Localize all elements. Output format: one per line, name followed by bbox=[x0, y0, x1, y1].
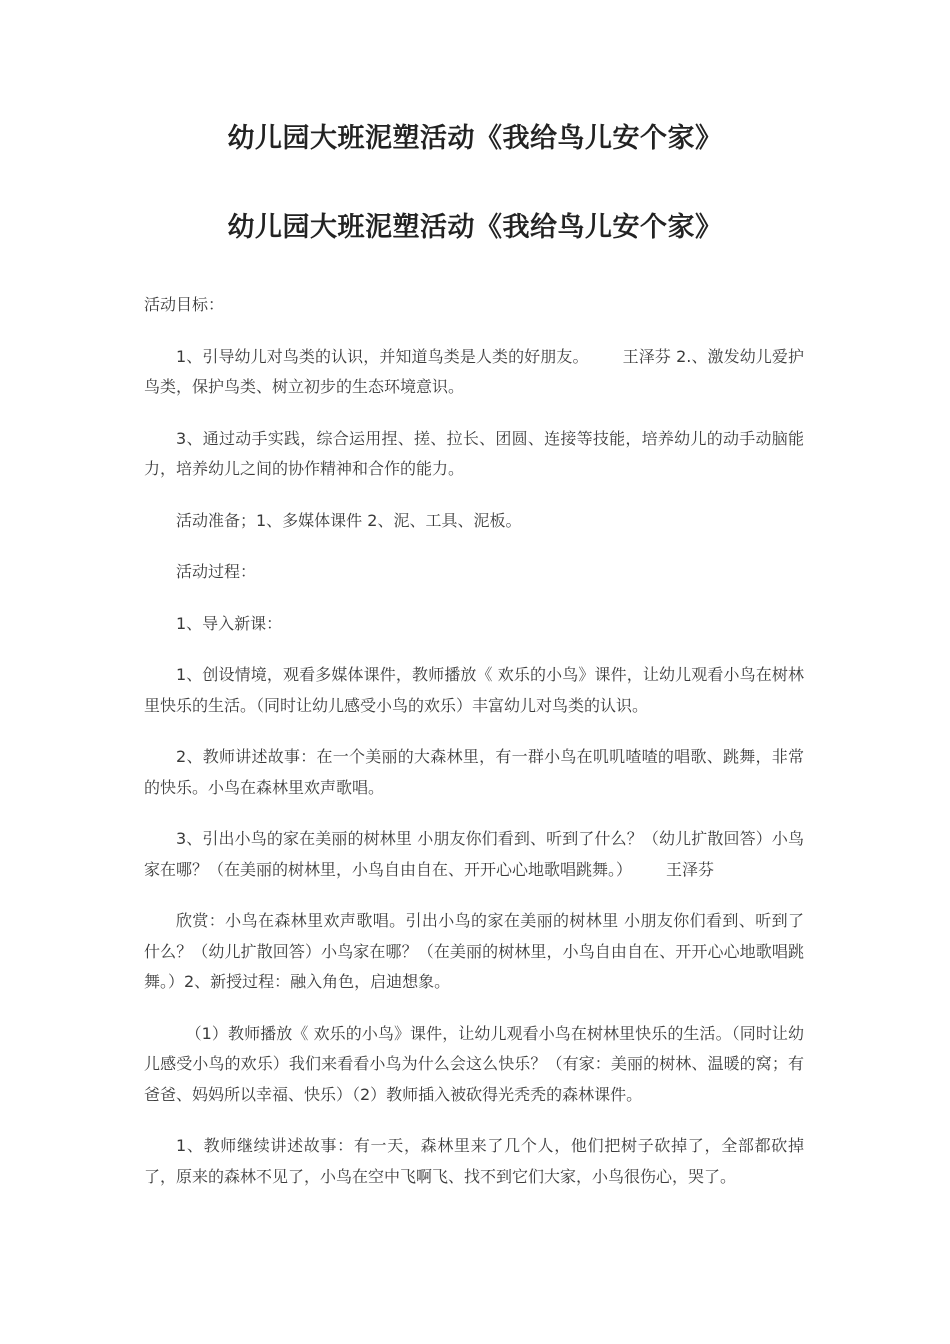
paragraph-activity-goals: 活动目标： bbox=[144, 295, 225, 314]
paragraph-courseware: （1）教师播放《 欢乐的小鸟》课件，让幼儿观看小鸟在树林里快乐的生活。（同时让幼儿感受小鸟的欢乐）我们来看看小鸟为什么会这么快乐？（有家：美丽的树林、温暖的窝；有爸爸、妈妈所以幸福、快乐）（2）教师插入被砍得光秃秃的森林课件。 bbox=[144, 1023, 804, 1104]
goal-1-text: 1、引导幼儿对鸟类的认识，并知道鸟类是人类的好朋友。 bbox=[176, 346, 589, 366]
paragraph-appreciation: 欣赏：小鸟在森林里欢声歌唱。引出小鸟的家在美丽的树林里 小朋友你们看到、听到了什么？（幼儿扩散回答）小鸟家在哪？（在美丽的树林里，小鸟自由自在、开开心心地歌唱跳舞。）2、新授过程：融入角色，启迪想象。 bbox=[144, 911, 804, 991]
paragraph-goal-3: 3、通过动手实践，综合运用捏、搓、拉长、团圆、连接等技能，培养幼儿的动手动脑能力，培养幼儿之间的协作精神和合作的能力。 bbox=[144, 428, 804, 478]
document-body bbox=[144, 290, 804, 1213]
paragraph-scenario: 1、创设情境，观看多媒体课件，教师播放《 欢乐的小鸟》课件，让幼儿观看小鸟在树林里快乐的生活。（同时让幼儿感受小鸟的欢乐）丰富幼儿对鸟类的认识。 bbox=[144, 665, 804, 715]
goal-2-text: 王泽芬 2.、激发幼儿爱护鸟类，保护鸟类、树立初步的生态环境意识。 bbox=[144, 346, 804, 396]
paragraph-story: 2、教师讲述故事：在一个美丽的大森林里，有一群小鸟在叽叽喳喳的唱歌、跳舞，非常的快乐。小鸟在森林里欢声歌唱。 bbox=[144, 747, 804, 797]
paragraph-goal-1-2 bbox=[144, 342, 804, 403]
paragraph-intro: 1、导入新课： bbox=[176, 613, 283, 633]
document-title: 幼儿园大班泥塑活动《我给鸟儿安个家》 bbox=[227, 123, 723, 154]
document-subtitle: 幼儿园大班泥塑活动《我给鸟儿安个家》 bbox=[227, 212, 723, 243]
bird-home-text: 3、引出小鸟的家在美丽的树林里 小朋友你们看到、听到了什么？（幼儿扩散回答）小鸟家在哪？（在美丽的树林里，小鸟自由自在、开开心心地歌唱跳舞。） bbox=[144, 829, 804, 879]
author-signature: 王泽芬 bbox=[666, 859, 715, 879]
paragraph-bird-home bbox=[144, 824, 804, 885]
paragraph-process: 活动过程： bbox=[176, 562, 257, 581]
paragraph-story-continue: 1、教师继续讲述故事：有一天，森林里来了几个人，他们把树子砍掉了，全部都砍掉了，原来的森林不见了，小鸟在空中飞啊飞、找不到它们大家，小鸟很伤心，哭了。 bbox=[144, 1136, 804, 1186]
paragraph-preparation: 活动准备；1、多媒体课件 2、泥、工具、泥板。 bbox=[176, 510, 522, 530]
